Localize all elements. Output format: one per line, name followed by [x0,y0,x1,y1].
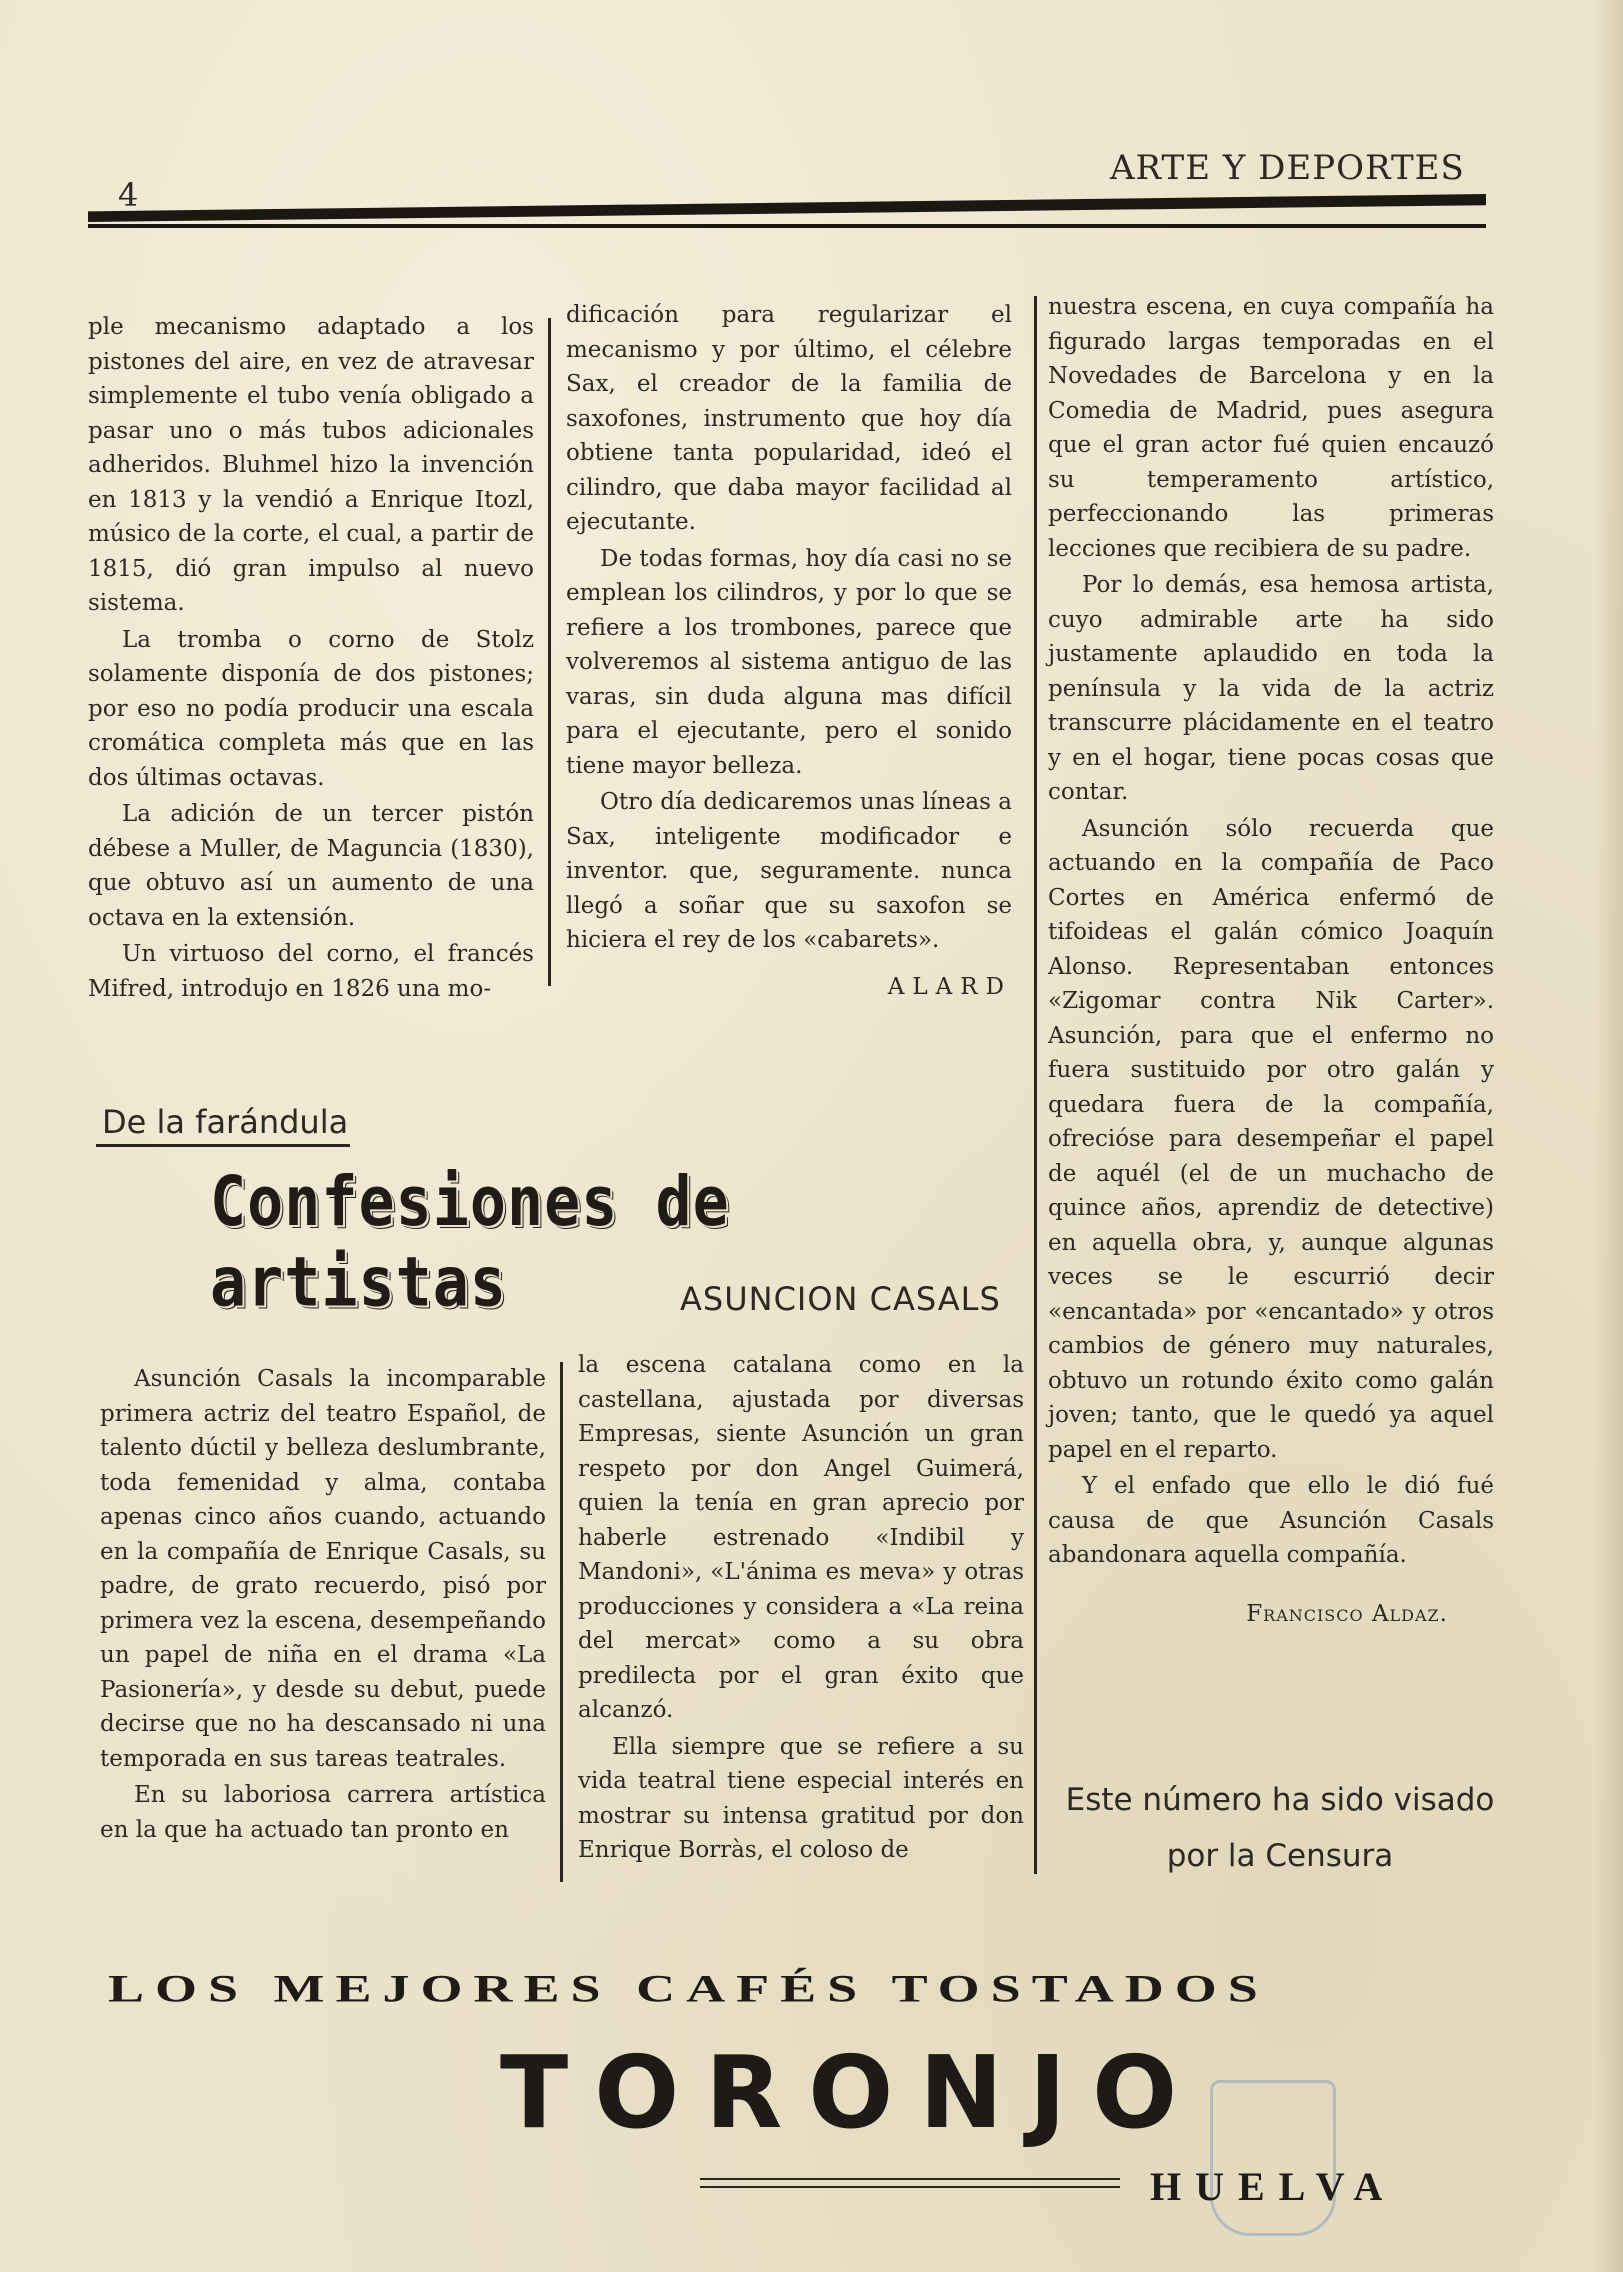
paragraph: nuestra escena, en cuya compañía ha figurado largas temporadas en el Novedades de Barcelona y en la Comedia de Madrid, pues asegura que el gran actor fué quien encauzó su temperamento artístico, perfeccionando las primeras lecciones que recibiera de su padre. [1048,294,1494,562]
section-kicker: De la farándula [102,1103,349,1141]
page-number: 4 [118,176,139,214]
page-edge-shadow [1595,0,1623,2272]
ad-rule [700,2178,1120,2180]
article1-column-1 [88,310,534,1006]
paragraph: Ella siempre que se refiere a su vida teatral tiene especial interés en mostrar su intensa gratitud por don Enrique Borràs, el coloso de [578,1733,1024,1863]
ad-brand: TORONJO [500,2034,1204,2151]
article1-signature: ALARD [887,973,1012,1000]
paragraph: Y el enfado que ello le dió fué causa de que Asunción Casals abandonara aquella compañía. [1048,1473,1494,1568]
paragraph: La tromba o corno de Stolz solamente disponía de dos pistones; por eso no podía producir una escala cromática completa más que en las dos últimas octavas. [88,626,534,791]
paragraph: Asunción sólo recuerda que actuando en la compañía de Paco Cortes en América enfermó de tifoideas el galán cómico Joaquín Alonso. Representaban entonces «Zigomar contra Nik Carter». Asunción, para que el enfermo no fuera sustituido por otro galán y quedara fuera de la compañía, ofrecióse para desempeñar el papel de aquél (el de un muchacho de quince años, aprendiz de detective) en aquella obra, y, aunque algunas veces se le escurrió decir «encantada» por «encantado» y otros cambios de género muy naturales, obtuvo un rotundo éxito como galán joven; tanto, que le quedó ya aquel papel en el reparto. [1048,815,1494,1463]
article2-signature: Francisco Aldaz. [1246,1600,1448,1627]
headline: Confesiones de artistas [210,1161,730,1323]
ad-city: HUELVA [1150,2164,1397,2209]
paragraph: En su laboriosa carrera artística en la que ha actuado tan pronto en [100,1782,546,1843]
paragraph: Otro día dedicaremos unas líneas a Sax, inteligente modificador e inventor. que, seguramente. nunca llegó a soñar que su saxofon se hiciera el rey de los «cabarets». [566,789,1012,953]
ad-rule [700,2186,1120,2188]
byline: ASUNCION CASALS [680,1280,1001,1318]
header-rule-thin [88,224,1486,228]
article1-column-2 [566,298,1012,1004]
article2-column-3 [1048,290,1494,1631]
paragraph: Un virtuoso del corno, el francés Mifred, introdujo en 1826 una mo- [88,941,534,1002]
paragraph: la escena catalana como en la castellana, ajustada por diversas Empresas, siente Asunción un gran respeto por don Angel Guimerá, quien la tenía en gran aprecio por haberle estrenado «Indibil y Mandoni», «L'ánima es meva» y otras producciones y considera a «La reina del mercat» como a su obra predilecta por el gran éxito que alcanzó. [578,1352,1024,1723]
paragraph: dificación para regularizar el mecanismo y por último, el célebre Sax, el creador de la familia de saxofones, instrumento que hoy día obtiene tanta popularidad, ideó el cilindro, que daba mayor facilidad al ejecutante. [566,302,1012,535]
paragraph: ple mecanismo adaptado a los pistones del aire, en vez de atravesar simplemente el tubo venía obligado a pasar uno o más tubos adicionales adheridos. Bluhmel hizo la invención en 1813 y la vendió a Enrique Itozl, músico de la corte, el cual, a partir de 1815, dió gran impulso al nuevo sistema. [88,314,534,616]
censorship-note [1050,1772,1510,1884]
column-rule [1034,296,1037,1874]
paragraph: Por lo demás, esa hemosa artista, cuyo admirable arte ha sido justamente aplaudido en toda la península y la vida de la actriz transcurre plácidamente en el teatro y en el hogar, tiene pocas cosas que contar. [1048,572,1494,805]
article2-column-2 [578,1348,1024,1868]
paragraph: De todas formas, hoy día casi no se emplean los cilindros, y por lo que se refiere a los trombones, parece que volveremos al sistema antiguo de las varas, sin duda alguna mas difícil para el ejecutante, pero el sonido tiene mayor belleza. [566,545,1012,779]
ad-tagline: LOS MEJORES CAFÉS TOSTADOS [108,1966,1269,2010]
column-rule [560,1362,563,1882]
paragraph: Asunción Casals la incomparable primera actriz del teatro Español, de talento dúctil y belleza deslumbrante, toda femenidad y alma, contaba apenas cinco años cuando, actuando en la compañía de Enrique Casals, su padre, de grato recuerdo, pisó por primera vez la escena, desempeñando un papel de niña en el drama «La Pasionería», y desde su debut, puede decirse que no ha descansado ni una temporada en sus tareas teatrales. [100,1366,546,1772]
library-stamp-shape [1210,2080,1336,2236]
kicker-underline [96,1144,350,1147]
censorship-line-2: por la Censura [1166,1838,1394,1874]
paragraph: La adición de un tercer pistón débese a Muller, de Maguncia (1830), que obtuvo así un aumento de una octava en la extensión. [88,801,534,931]
column-rule [548,318,551,986]
censorship-line-1: Este número ha sido visado [1065,1782,1495,1818]
section-title: ARTE Y DEPORTES [1110,148,1465,188]
article2-column-1 [100,1362,546,1847]
